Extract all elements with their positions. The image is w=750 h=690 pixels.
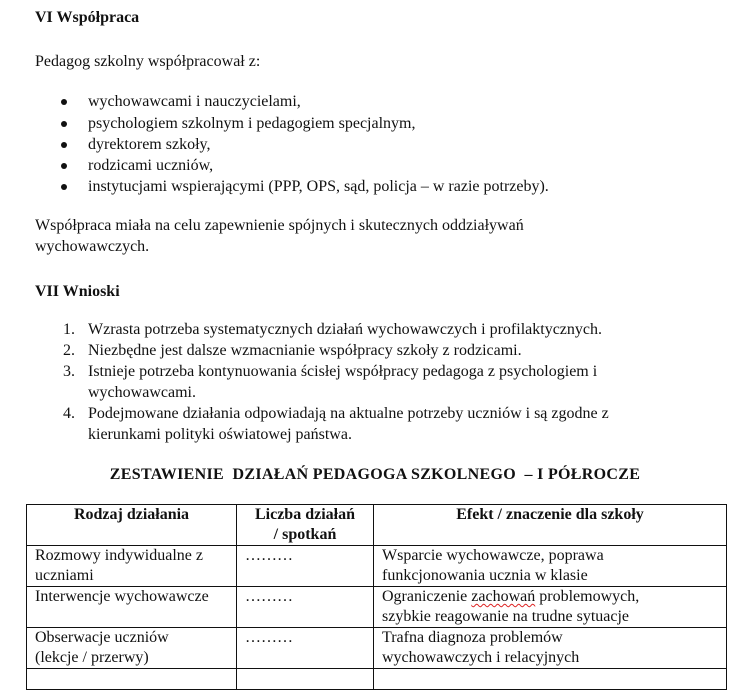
cooperation-summary-line: wychowawczych. (35, 238, 150, 255)
section-heading-vii: VII Wnioski (35, 283, 120, 300)
table-cell-type (27, 628, 237, 669)
column-header-label: Efekt / znaczenie dla szkoły (456, 506, 644, 523)
cell-text: ……… (245, 588, 293, 605)
bullet-icon (61, 142, 67, 148)
cell-text: (lekcje / przerwy) (35, 649, 149, 666)
cell-text: Interwencje wychowawcze (35, 588, 209, 605)
conclusion-text: Wzrasta potrzeba systematycznych działań wychowawczych i profilaktycznych. (88, 321, 602, 338)
conclusion-text: Niezbędne jest dalsze wzmacnianie współpracy szkoły z rodzicami. (88, 342, 522, 359)
column-header-label: / spotkań (273, 526, 337, 543)
bullet-icon (61, 163, 67, 169)
table-row (27, 628, 727, 669)
conclusion-text: wychowawcami. (88, 384, 196, 401)
summary-table (26, 504, 727, 690)
summary-table-title: ZESTAWIENIE DZIAŁAŃ PEDAGOGA SZKOLNEGO – I PÓŁROCZE (109, 466, 641, 483)
table-cell-count (237, 587, 374, 628)
bullet-item: dyrektorem szkoły, (88, 136, 211, 153)
table-cell-effect (374, 546, 727, 587)
cell-text: problemowych, (535, 588, 640, 605)
cell-text: Ograniczenie (382, 588, 472, 605)
cell-text: funkcjonowania ucznia w klasie (382, 567, 588, 584)
table-cell-count (237, 628, 374, 669)
column-header-type (27, 505, 237, 546)
conclusion-text: kierunkami polityki oświatowej państwa. (88, 426, 352, 443)
bullet-icon (61, 121, 67, 127)
conclusion-text: Podejmowane działania odpowiadają na aktualne potrzeby uczniów i są zgodne z (88, 405, 609, 422)
column-header-effect (374, 505, 727, 546)
conclusion-text: Istnieje potrzeba kontynuowania ścisłej współpracy pedagoga z psychologiem i (88, 363, 598, 380)
cell-text: szybkie reagowanie na trudne sytuacje (382, 608, 630, 625)
list-number: 2. (63, 342, 75, 359)
cell-text: ……… (245, 629, 293, 646)
cell-text: ……… (245, 547, 293, 564)
bullet-icon (61, 99, 67, 105)
cell-text: Obserwacje uczniów (35, 629, 169, 646)
table-row (27, 587, 727, 628)
cell-text: Trafna diagnoza problemów (382, 629, 563, 646)
table-cell-type (27, 546, 237, 587)
list-number: 1. (63, 321, 75, 338)
bullet-item: psychologiem szkolnym i pedagogiem specjalnym, (88, 115, 416, 132)
cooperation-summary-line: Współpraca miała na celu zapewnienie spójnych i skutecznych oddziaływań (35, 217, 524, 234)
table-cell-count (237, 546, 374, 587)
section-heading-vi: VI Współpraca (35, 9, 140, 26)
table-header-row (27, 505, 727, 546)
column-header-label: Rodzaj działania (73, 506, 190, 523)
list-number: 3. (63, 363, 75, 380)
table-cell-type (27, 587, 237, 628)
table-row (27, 546, 727, 587)
cell-text: Wsparcie wychowawcze, poprawa (382, 547, 604, 564)
cell-text: uczniami (35, 567, 94, 584)
column-header-count (237, 505, 374, 546)
cell-text: Rozmowy indywidualne z (35, 547, 203, 564)
bullet-item: rodzicami uczniów, (88, 157, 214, 174)
bullet-item: instytucjami wspierającymi (PPP, OPS, sąd, policja – w razie potrzeby). (88, 178, 549, 195)
column-header-label: Liczba działań (254, 506, 355, 523)
table-row-partial (27, 669, 727, 690)
table-cell-effect (374, 628, 727, 669)
list-number: 4. (63, 405, 75, 422)
cell-text: wychowawczych i relacyjnych (382, 649, 580, 666)
table-cell-type (27, 669, 237, 690)
table-cell-count (237, 669, 374, 690)
bullet-icon (61, 184, 67, 190)
bullet-item: wychowawcami i nauczycielami, (88, 93, 301, 110)
table-cell-effect (374, 587, 727, 628)
spellcheck-marked-word[interactable]: zachowań (471, 588, 536, 605)
cooperation-intro: Pedagog szkolny współpracował z: (35, 53, 261, 70)
table-cell-effect (374, 669, 727, 690)
